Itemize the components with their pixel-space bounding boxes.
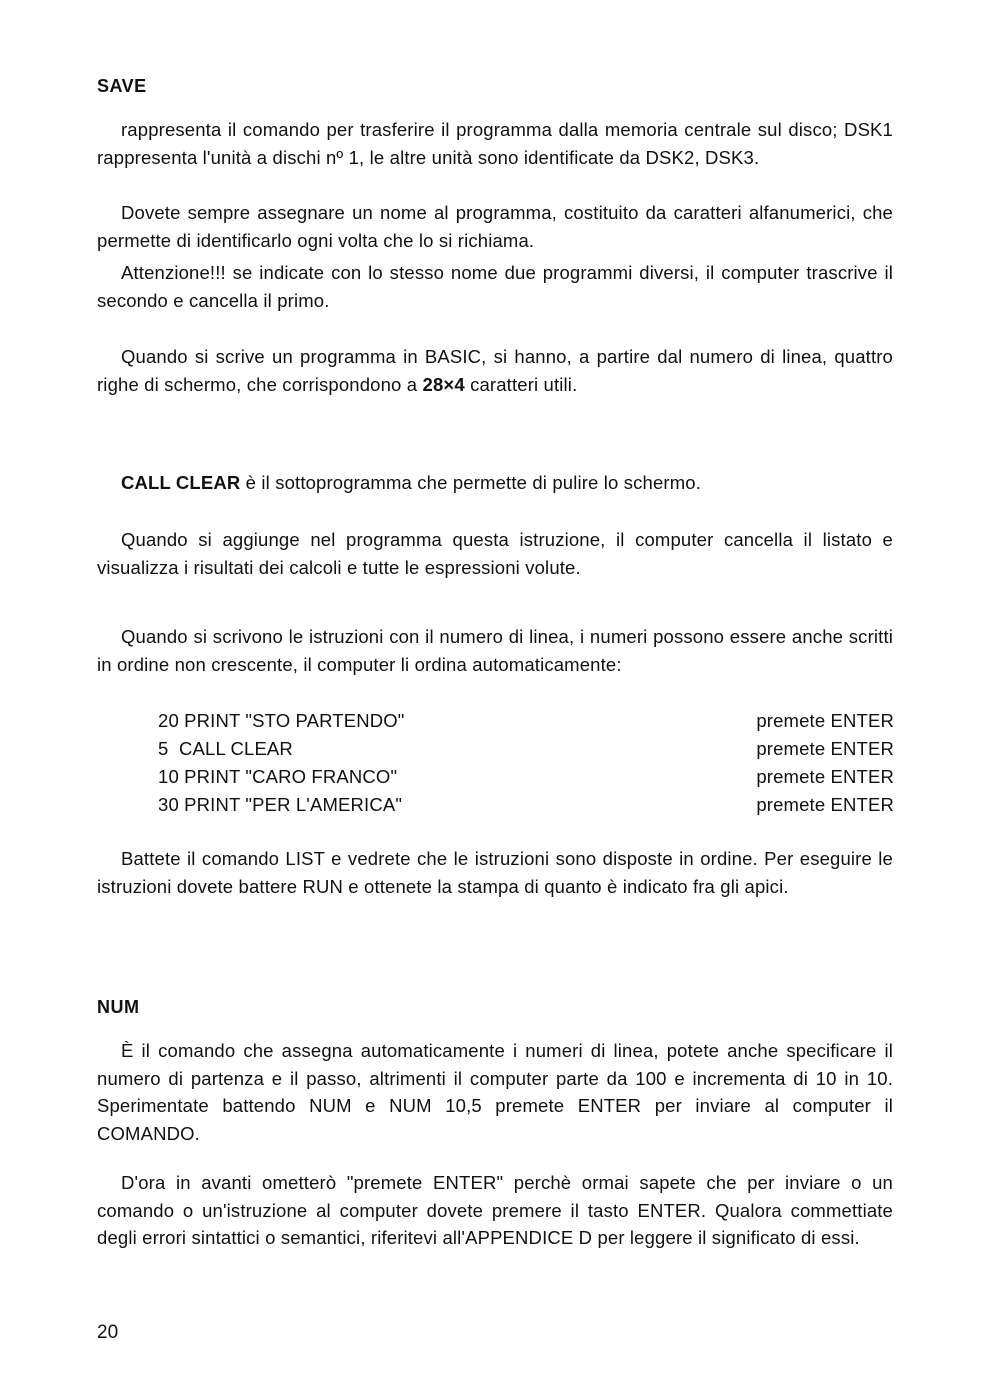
code-listing — [158, 707, 894, 819]
basic-line-text-after: caratteri utili. — [464, 373, 578, 395]
code-instruction: 20 PRINT "STO PARTENDO" — [158, 710, 405, 731]
call-clear-paragraph — [97, 469, 893, 497]
code-action: premete ENTER — [756, 794, 894, 815]
code-line — [158, 707, 894, 735]
call-clear-description: è il sottoprogramma che permette di pulire lo schermo. — [240, 472, 702, 493]
code-action: premete ENTER — [756, 766, 894, 787]
num-heading: NUM — [97, 997, 140, 1017]
num-paragraph-2: D'ora in avanti ometterò "premete ENTER" perchè ormai sapete che per inviare o un comando o un'istruzione al computer dovete premere il tasto ENTER. Qualora commettiate degli errori sintattici o semantici, riferitevi all'APPENDICE D per leggere il significato di essi. — [97, 1172, 893, 1248]
code-line — [158, 791, 894, 819]
line-order-paragraph: Quando si scrivono le istruzioni con il numero di linea, i numeri possono essere anche scritti in ordine non crescente, il computer li ordina automaticamente: — [97, 626, 893, 675]
call-clear-term: CALL CLEAR — [121, 472, 241, 493]
code-instruction: 5 CALL CLEAR — [158, 738, 293, 759]
after-code-paragraph: Battete il comando LIST e vedrete che le istruzioni sono disposte in ordine. Per eseguire le istruzioni dovete battere RUN e ottenete la stampa di quanto è indicato fra gli apici. — [97, 848, 893, 897]
code-action: premete ENTER — [756, 710, 894, 731]
save-paragraph-3: Attenzione!!! se indicate con lo stesso nome due programmi diversi, il computer trascrive il secondo e cancella il primo. — [97, 262, 893, 311]
save-paragraph-1 — [97, 116, 893, 171]
save-paragraph-1-text: rappresenta il comando per trasferire il programma dalla memoria centrale sul disco; DSK1 rappresenta l'unità a dischi nº 1, le altre unità sono identificate da DSK2, DSK3. — [97, 119, 893, 168]
save-heading: SAVE — [97, 76, 147, 96]
call-clear-paragraph-2: Quando si aggiunge nel programma questa istruzione, il computer cancella il listato e visualizza i risultati dei calcoli e tutte le espressioni volute. — [97, 529, 893, 578]
num-paragraph-1: È il comando che assegna automaticamente i numeri di linea, potete anche specificare il numero di partenza e il passo, altrimenti il computer parte da 100 e incrementa di 10 in 10. Sperimentate battendo NUM e NUM 10,5 premete ENTER per inviare al computer il COMANDO. — [97, 1040, 893, 1144]
code-line — [158, 763, 894, 791]
basic-line-paragraph — [97, 343, 893, 398]
code-line — [158, 735, 894, 763]
chars-count-bold: 28×4 — [422, 373, 465, 395]
page-number: 20 — [97, 1322, 119, 1343]
code-instruction: 10 PRINT "CARO FRANCO" — [158, 766, 398, 787]
code-action: premete ENTER — [756, 738, 894, 759]
code-instruction: 30 PRINT "PER L'AMERICA" — [158, 794, 403, 815]
save-paragraph-2: Dovete sempre assegnare un nome al programma, costituito da caratteri alfanumerici, che permette di identificarlo ogni volta che lo si richiama. — [97, 202, 893, 251]
basic-line-text-before: Quando si scrive un programma in BASIC, si hanno, a partire dal numero di linea, quattro righe di schermo, che corrispondono a — [97, 346, 893, 395]
